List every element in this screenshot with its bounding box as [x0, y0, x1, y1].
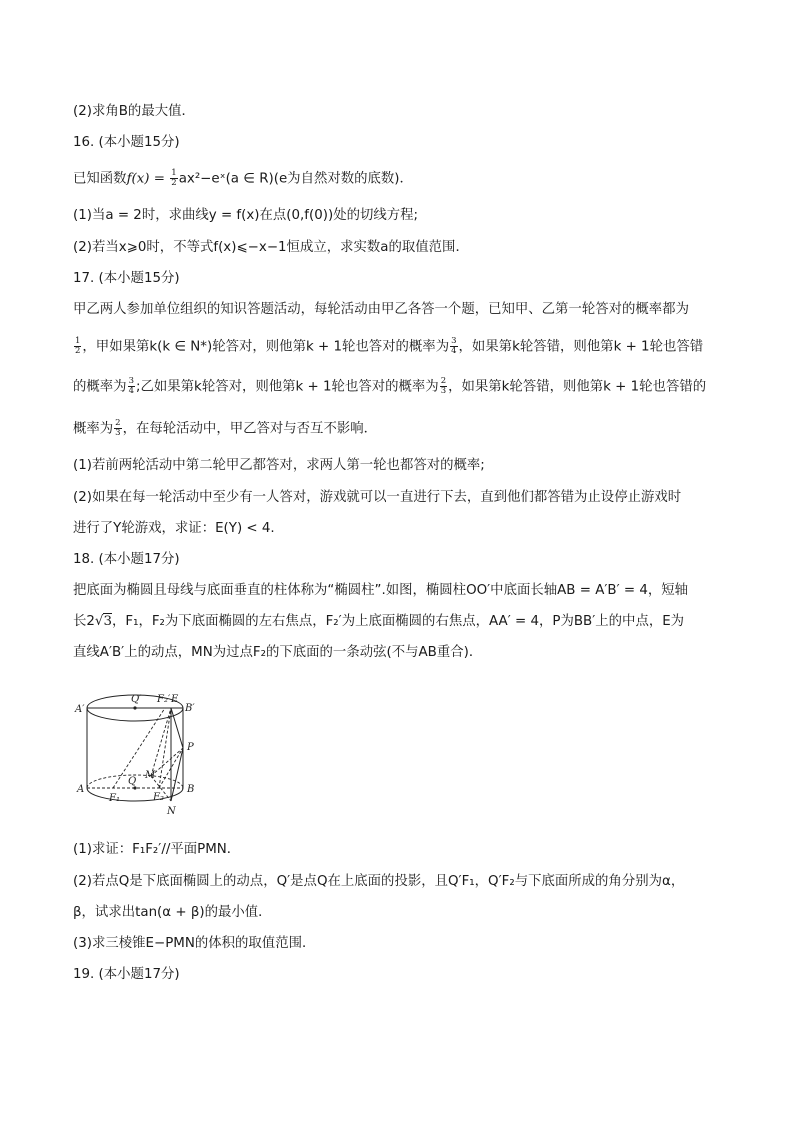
seg-M-P — [151, 748, 183, 776]
bottom-ellipse-front — [87, 788, 183, 801]
fraction — [128, 377, 135, 396]
problem-18-part-1 — [73, 840, 240, 860]
text: (2)求角B的最大值． — [73, 104, 195, 119]
text: 甲乙两人参加单位组织的知识答题活动，每轮活动由甲乙各答一个题，已知甲、乙第一轮答对的概率都为 — [73, 302, 689, 317]
text: (2)若当x⩾0时，不等式f(x)⩽−x−1恒成立，求实数a的取值范围． — [73, 240, 469, 255]
denominator: 4 — [451, 346, 457, 356]
problem-17-line-2 — [73, 337, 703, 358]
problem-17-line-1 — [73, 300, 689, 320]
problem-17-header — [73, 269, 180, 289]
label-F2prime: F₂′ — [157, 694, 171, 705]
text: 已知函数 — [73, 171, 127, 187]
label-M: M — [145, 770, 156, 781]
problem-16-part-1 — [73, 206, 418, 226]
label-P: P — [187, 742, 194, 753]
text: 直线A′B′上的动点，MN为过点F₂的下底面的一条动弦(不与AB重合)． — [73, 645, 483, 660]
math: f(x) = — [126, 171, 170, 187]
fraction — [170, 169, 177, 188]
numerator: 1 — [171, 168, 177, 178]
problem-19-header — [73, 965, 180, 985]
label-Qprime: Q′ — [131, 694, 142, 705]
label-Bprime: B′ — [185, 703, 195, 714]
problem-17-line-4 — [73, 419, 377, 440]
numerator: 2 — [440, 376, 447, 386]
problem-18-part-2a — [73, 872, 684, 892]
text: (2)若点Q是下底面椭圆上的动点，Q′是点Q在上底面的投影，且Q′F₁，Q′F₂与下底面所成的角分别为α， — [73, 874, 685, 889]
text: 长2 — [73, 614, 95, 629]
text: ，F₁，F₂为下底面椭圆的左右焦点，F₂′为上底面椭圆的右焦点，AA′ = 4，P为BB′上的中点，E为 — [112, 614, 685, 629]
denominator: 3 — [440, 386, 447, 396]
problem-17-part-2a — [73, 488, 681, 508]
problem-17-part-2b — [73, 519, 275, 539]
sqrt-radicand: 3 — [103, 614, 112, 629]
text: 19. (本小题17分) — [73, 967, 180, 982]
text: 进行了Y轮游戏，求证：E(Y) < 4. — [73, 521, 275, 536]
label-A: A — [77, 784, 85, 795]
label-E: E — [171, 694, 179, 705]
seg-N-P — [171, 748, 183, 801]
label-F2: F₂ — [153, 792, 164, 803]
text: (1)当a = 2时，求曲线y = f(x)在点(0,f(0))处的切线方程; — [73, 208, 419, 223]
fraction — [440, 377, 447, 396]
problem-18-header — [73, 550, 180, 570]
seg-F2-E — [159, 708, 171, 788]
denominator: 2 — [75, 346, 81, 356]
text: (1)若前两轮活动中第二轮甲乙都答对，求两人第一轮也都答对的概率; — [73, 458, 485, 473]
label-B: B — [187, 784, 195, 795]
fraction — [450, 337, 457, 356]
text: ，在每轮活动中，甲乙答对与否互不影响． — [122, 421, 378, 437]
text: ;乙如果第k轮答对，则他第k + 1轮也答对的概率为 — [135, 379, 439, 395]
problem-17-line-3 — [73, 377, 706, 398]
text: 概率为 — [73, 421, 114, 437]
problem-16-intro — [73, 169, 413, 190]
fraction — [114, 419, 121, 438]
text: 把底面为椭圆且母线与底面垂直的柱体称为“椭圆柱”.如图，椭圆柱OO′中底面长轴AB = A′B′ = 4，短轴 — [73, 583, 689, 598]
problem-18-line-3 — [73, 643, 482, 663]
text: 17. (本小题15分) — [73, 271, 180, 286]
problem-18-part-3 — [73, 934, 315, 954]
problem-17-part-1 — [73, 456, 485, 476]
problem-16-part-2 — [73, 238, 469, 258]
label-Q: Q — [128, 776, 137, 787]
text: (2)如果在每一轮活动中至少有一人答对，游戏就可以一直进行下去，直到他们都答错为止设停止游戏时 — [73, 490, 682, 505]
numerator: 3 — [128, 376, 134, 386]
numerator: 3 — [451, 336, 457, 346]
fraction — [74, 337, 81, 356]
problem-18-line-2: 长2√3，F₁，F₂为下底面椭圆的左右焦点，F₂′为上底面椭圆的右焦点，AA′ = 4，P为BB′上的中点，E为 — [73, 614, 685, 629]
problem-16-header — [73, 133, 180, 153]
text: ax²−eˣ(a ∈ R)(e为自然对数的底数)． — [178, 171, 413, 187]
label-F1: F₁ — [109, 793, 120, 804]
elliptic-cylinder-figure — [73, 684, 213, 824]
problem-15-part-2 — [73, 102, 195, 122]
problem-18-part-2b — [73, 903, 272, 923]
label-N: N — [167, 806, 176, 817]
text: 18. (本小题17分) — [73, 552, 180, 567]
text: 的概率为 — [73, 379, 127, 395]
numerator: 2 — [115, 418, 121, 428]
label-Aprime: A′ — [75, 704, 85, 715]
text: ，如果第k轮答错，则他第k + 1轮也答错 — [458, 339, 704, 355]
numerator: 1 — [75, 336, 81, 346]
seg-M-E — [151, 708, 171, 776]
point-Qprime — [133, 706, 136, 709]
text: 16. (本小题15分) — [73, 135, 180, 150]
text: ，如果第k轮答错，则他第k + 1轮也答错的 — [448, 379, 707, 395]
denominator: 2 — [171, 178, 177, 188]
denominator: 4 — [128, 386, 134, 396]
text: (1)求证：F₁F₂′//平面PMN． — [73, 842, 241, 857]
denominator: 3 — [115, 428, 121, 438]
problem-18-line-1 — [73, 581, 688, 601]
text: ，甲如果第k(k ∈ N*)轮答对，则他第k + 1轮也答对的概率为 — [82, 339, 450, 355]
text: β，试求出tan(α + β)的最小值． — [73, 905, 272, 920]
text: (3)求三棱锥E−PMN的体积的取值范围． — [73, 936, 316, 951]
